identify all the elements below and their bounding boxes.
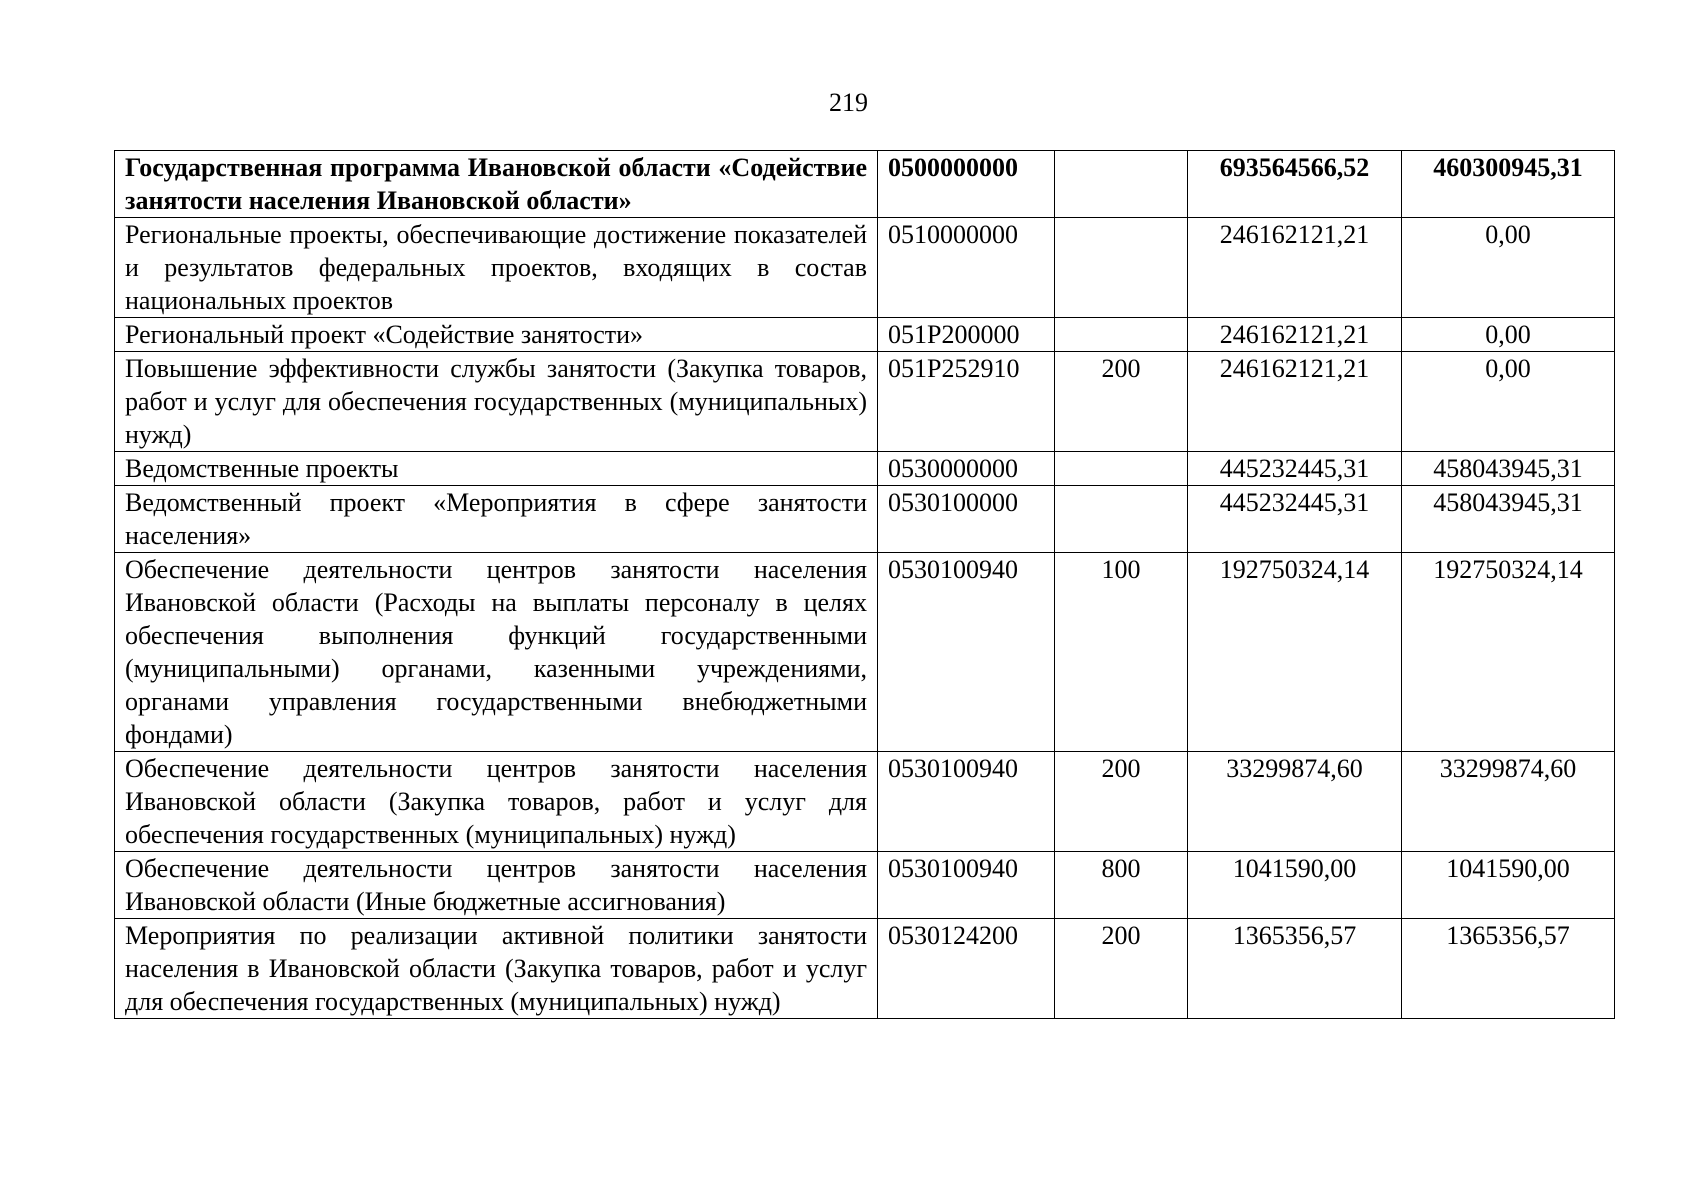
table-row: [115, 553, 1615, 752]
table-row: [115, 318, 1615, 352]
row-amount-2: 1041590,00: [1402, 852, 1615, 919]
row-amount-2: 192750324,14: [1402, 553, 1615, 752]
row-code: 0530100940: [878, 852, 1055, 919]
row-name: Ведомственные проекты: [115, 452, 878, 486]
row-amount-2: 458043945,31: [1402, 452, 1615, 486]
row-expense-type: 200: [1055, 352, 1188, 452]
row-code: 0530000000: [878, 452, 1055, 486]
table-row: [115, 486, 1615, 553]
row-expense-type: 200: [1055, 919, 1188, 1019]
row-amount-1: 445232445,31: [1188, 486, 1402, 553]
row-amount-1: 246162121,21: [1188, 352, 1402, 452]
row-amount-2: 0,00: [1402, 218, 1615, 318]
row-name: Обеспечение деятельности центров занятости населения Ивановской области (Закупка товаров, работ и услуг для обеспечения государственных (муниципальных) нужд): [115, 752, 878, 852]
row-expense-type: 200: [1055, 752, 1188, 852]
row-expense-type: 100: [1055, 553, 1188, 752]
row-code: 051P252910: [878, 352, 1055, 452]
row-code: 0500000000: [878, 151, 1055, 218]
row-expense-type: [1055, 151, 1188, 218]
row-code: 0530124200: [878, 919, 1055, 1019]
row-amount-1: 1041590,00: [1188, 852, 1402, 919]
table-row: [115, 352, 1615, 452]
table-row: [115, 452, 1615, 486]
row-amount-1: 246162121,21: [1188, 218, 1402, 318]
row-name: Региональные проекты, обеспечивающие достижение показателей и результатов федеральных проектов, входящих в состав национальных проектов: [115, 218, 878, 318]
row-expense-type: [1055, 218, 1188, 318]
row-amount-1: 192750324,14: [1188, 553, 1402, 752]
row-amount-2: 458043945,31: [1402, 486, 1615, 553]
row-amount-1: 693564566,52: [1188, 151, 1402, 218]
row-name: Региональный проект «Содействие занятости»: [115, 318, 878, 352]
row-amount-2: 0,00: [1402, 352, 1615, 452]
table-row: [115, 752, 1615, 852]
row-amount-1: 445232445,31: [1188, 452, 1402, 486]
row-name: Обеспечение деятельности центров занятости населения Ивановской области (Иные бюджетные ассигнования): [115, 852, 878, 919]
row-amount-2: 460300945,31: [1402, 151, 1615, 218]
table-row: [115, 852, 1615, 919]
row-name: Государственная программа Ивановской области «Содействие занятости населения Ивановской области»: [115, 151, 878, 218]
row-amount-1: 33299874,60: [1188, 752, 1402, 852]
row-expense-type: [1055, 318, 1188, 352]
row-code: 0530100940: [878, 553, 1055, 752]
row-code: 0530100940: [878, 752, 1055, 852]
row-expense-type: [1055, 452, 1188, 486]
table-row: [115, 218, 1615, 318]
row-code: 0530100000: [878, 486, 1055, 553]
row-code: 0510000000: [878, 218, 1055, 318]
row-code: 051P200000: [878, 318, 1055, 352]
row-name: Обеспечение деятельности центров занятости населения Ивановской области (Расходы на выплаты персоналу в целях обеспечения выполнения функций государственными (муниципальными) органами, казенными учреждениями, органами управления государственными внебюджетными фондами): [115, 553, 878, 752]
budget-table: [114, 150, 1615, 1019]
row-amount-1: 1365356,57: [1188, 919, 1402, 1019]
row-amount-2: 0,00: [1402, 318, 1615, 352]
row-name: Повышение эффективности службы занятости (Закупка товаров, работ и услуг для обеспечения государственных (муниципальных) нужд): [115, 352, 878, 452]
row-expense-type: [1055, 486, 1188, 553]
table-row-program: [115, 151, 1615, 218]
row-amount-1: 246162121,21: [1188, 318, 1402, 352]
table-row: [115, 919, 1615, 1019]
row-name: Ведомственный проект «Мероприятия в сфере занятости населения»: [115, 486, 878, 553]
page-number: 219: [829, 88, 868, 117]
row-name: Мероприятия по реализации активной политики занятости населения в Ивановской области (Закупка товаров, работ и услуг для обеспечения государственных (муниципальных) нужд): [115, 919, 878, 1019]
row-amount-2: 33299874,60: [1402, 752, 1615, 852]
row-amount-2: 1365356,57: [1402, 919, 1615, 1019]
row-expense-type: 800: [1055, 852, 1188, 919]
